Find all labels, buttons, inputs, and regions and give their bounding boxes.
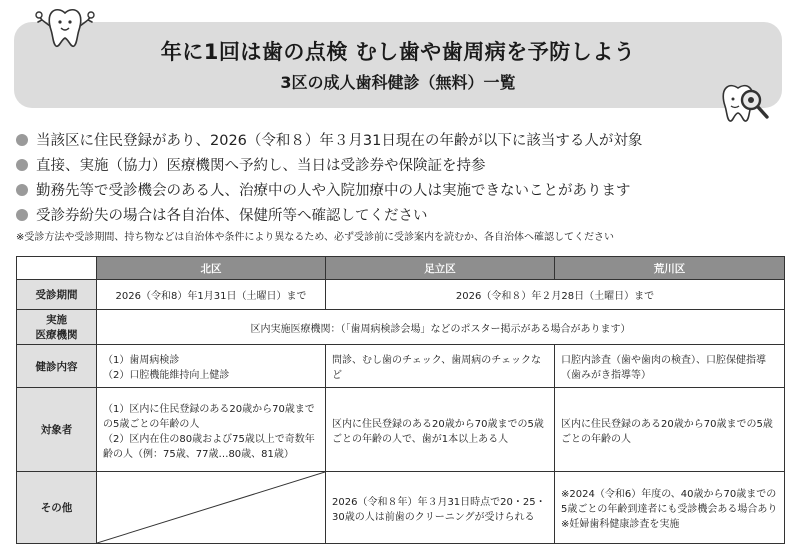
column-header-arakawa: 荒川区 <box>555 257 785 280</box>
page-subtitle: 3区の成人歯科健診（無料）一覧 <box>280 73 516 92</box>
table-corner <box>17 257 97 280</box>
cell-target-arakawa: 区内に住民登録のある20歳から70歳までの5歳ごとの年齢の人 <box>555 388 785 472</box>
cell-institution: 区内実施医療機関：（「歯周病検診会場」などのポスター掲示がある場合があります） <box>97 310 785 345</box>
cell-other-arakawa <box>555 472 785 544</box>
cell-target-kita <box>97 388 326 472</box>
column-header-adachi: 足立区 <box>326 257 555 280</box>
row-header-target: 対象者 <box>17 388 97 472</box>
diagonal-slash-icon <box>97 472 325 543</box>
row-header-content: 健診内容 <box>17 345 97 388</box>
other-arakawa-line1: ※2024（令和6）年度の、40歳から70歳までの5歳ごとの年齢到達者にも受診機会ある場合あり <box>561 489 778 515</box>
header-banner <box>14 22 782 108</box>
bullet-item <box>16 127 786 152</box>
content-kita-line1: （1）歯周病検診 <box>103 355 180 366</box>
column-header-kita: 北区 <box>97 257 326 280</box>
cell-other-kita-empty <box>97 472 326 544</box>
bullet-dot-icon <box>16 184 28 196</box>
row-header-period: 受診期間 <box>17 280 97 310</box>
target-kita-line2: （2）区内在住の80歳および75歳以上で奇数年齢の人（例：75歳、77歳…80歳、81歳） <box>103 433 315 460</box>
content-kita-line2: （2）口腔機能維持向上健診 <box>103 370 230 381</box>
tooth-mascot-icon <box>34 6 96 50</box>
checkup-table <box>16 256 785 544</box>
cell-other-adachi: 2026（令和８年）年３月31日時点で20・25・30歳の人は前歯のクリーニングが受けられる <box>326 472 555 544</box>
row-header-institution-line1: 実施 <box>46 314 67 326</box>
bullet-dot-icon <box>16 159 28 171</box>
row-header-other: その他 <box>17 472 97 544</box>
table-row-institution <box>17 310 785 345</box>
cell-period-kita: 2026（令和8）年1月31日（土曜日）まで <box>97 280 326 310</box>
cell-content-kita <box>97 345 326 388</box>
bullet-list <box>16 127 786 227</box>
footnote: ※受診方法や受診期間、持ち物などは自治体や条件により異なるため、必ず受診前に受診案内を読むか、各自治体へ確認してください <box>16 232 614 243</box>
bullet-text: 当該区に住民登録があり、2026（令和８）年３月31日現在の年齢が以下に該当する人が対象 <box>36 133 643 149</box>
bullet-text: 直接、実施（協力）医療機関へ予約し、当日は受診券や保険証を持参 <box>36 158 486 174</box>
row-header-institution <box>17 310 97 345</box>
cell-content-adachi: 問診、むし歯のチェック、歯周病のチェックなど <box>326 345 555 388</box>
other-arakawa-line2: ※妊婦歯科健康診査を実施 <box>561 519 680 530</box>
table-header-row <box>17 257 785 280</box>
row-header-institution-line2: 医療機関 <box>35 329 78 341</box>
page-title: 年に1回は歯の点検 むし歯や歯周病を予防しよう <box>160 40 636 64</box>
bullet-dot-icon <box>16 134 28 146</box>
bullet-item <box>16 202 786 227</box>
bullet-item <box>16 152 786 177</box>
bullet-item <box>16 177 786 202</box>
bullet-text: 勤務先等で受診機会のある人、治療中の人や入院加療中の人は実施できないことがあります <box>36 183 631 199</box>
table-row-other <box>17 472 785 544</box>
cell-period-adachi-arakawa: 2026（令和８）年２月28日（土曜日）まで <box>326 280 785 310</box>
cell-content-arakawa: 口腔内診査（歯や歯肉の検査）、口腔保健指導（歯みがき指導等） <box>555 345 785 388</box>
table-row-content <box>17 345 785 388</box>
target-kita-line1: （1）区内に住民登録のある20歳から70歳までの5歳ごとの年齢の人 <box>103 403 315 430</box>
table-row-period <box>17 280 785 310</box>
bullet-text: 受診券紛失の場合は各自治体、保健所等へ確認してください <box>36 208 428 224</box>
tooth-magnifier-icon <box>718 80 772 124</box>
cell-target-adachi: 区内に住民登録のある20歳から70歳までの5歳ごとの年齢の人で、歯が1本以上ある人 <box>326 388 555 472</box>
bullet-dot-icon <box>16 209 28 221</box>
table-row-target <box>17 388 785 472</box>
